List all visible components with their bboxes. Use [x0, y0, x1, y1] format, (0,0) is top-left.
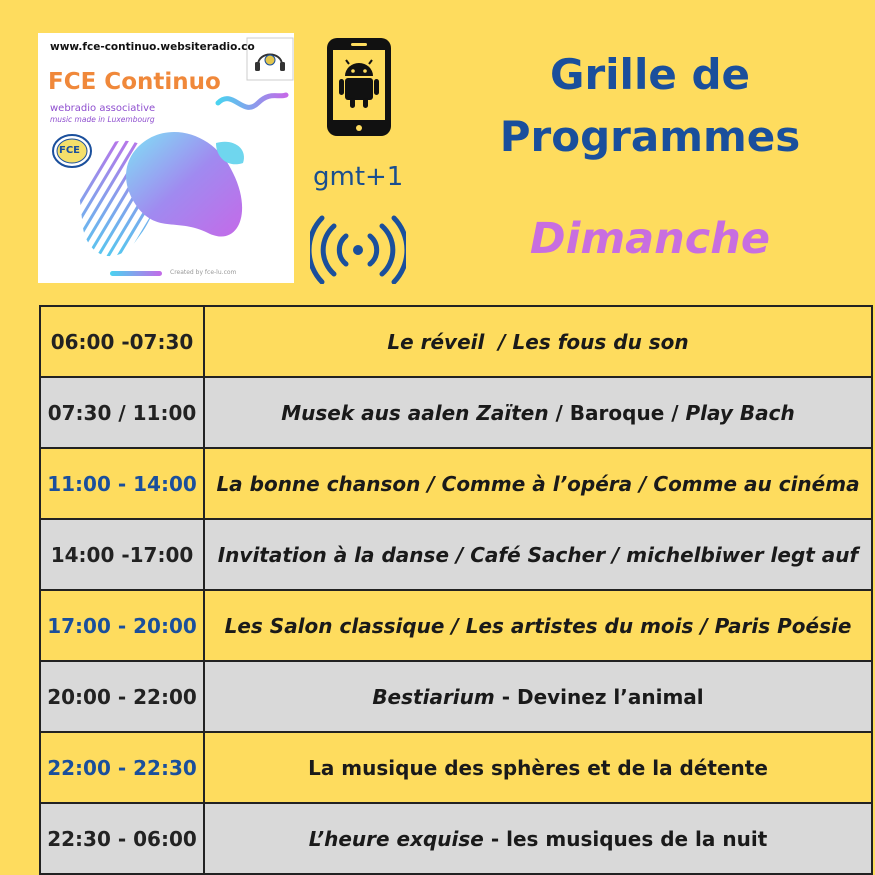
schedule-program [204, 377, 872, 448]
title-line-2: Programmes [499, 112, 801, 161]
day-label: Dimanche [529, 214, 771, 264]
title-line-1: Grille de [549, 50, 751, 99]
schedule-row [40, 803, 872, 874]
station-subtagline: music made in Luxembourg [50, 115, 155, 124]
program-title-part: Bestiarium [372, 684, 495, 709]
schedule-row [40, 732, 872, 803]
android-phone-icon [325, 36, 393, 138]
schedule-row [40, 448, 872, 519]
schedule-time: 17:00 - 20:00 [40, 590, 204, 661]
station-logo [38, 33, 294, 283]
broadcast-signal-icon [310, 214, 406, 284]
page-title [460, 44, 840, 168]
schedule-time: 11:00 - 14:00 [40, 448, 204, 519]
schedule-row [40, 590, 872, 661]
schedule-program [204, 732, 872, 803]
program-title-part: Le réveil / Les fous du son [387, 329, 689, 354]
schedule-time: 22:30 - 06:00 [40, 803, 204, 874]
schedule-table [39, 305, 873, 875]
program-title-part: Les Salon classique / Les artistes du mois / Paris Poésie [224, 613, 852, 638]
program-title-part: La bonne chanson / Comme à l’opéra / Comme au cinéma [216, 471, 860, 496]
program-title-part: Invitation à la danse / Café Sacher / michelbiwer legt auf [217, 542, 859, 567]
schedule-program [204, 803, 872, 874]
schedule-row [40, 306, 872, 377]
schedule-program [204, 590, 872, 661]
timezone-label: gmt+1 [313, 162, 404, 192]
schedule-program [204, 306, 872, 377]
program-title-part: Musek aus aalen Zaïten [281, 400, 549, 425]
schedule-body [40, 306, 872, 874]
logo-credit: Created by fce-lu.com [170, 269, 237, 276]
schedule-time: 22:00 - 22:30 [40, 732, 204, 803]
program-title-part: La musique des sphères et de la détente [308, 755, 768, 780]
station-url: www.fce-continuo.websiteradio.co [50, 41, 255, 53]
program-title-part: / Baroque / [548, 400, 686, 425]
program-title-part: - Devinez l’animal [494, 684, 704, 709]
schedule-program [204, 448, 872, 519]
schedule-time: 20:00 - 22:00 [40, 661, 204, 732]
schedule-row [40, 377, 872, 448]
schedule-row [40, 519, 872, 590]
schedule-time: 07:30 / 11:00 [40, 377, 204, 448]
schedule-program [204, 519, 872, 590]
station-name: FCE Continuo [48, 69, 221, 95]
program-title-part: Play Bach [685, 400, 795, 425]
schedule-time: 14:00 -17:00 [40, 519, 204, 590]
station-tagline: webradio associative [50, 103, 156, 114]
fce-badge-text: FCE [59, 145, 81, 156]
program-title-part: L’heure exquise [308, 826, 484, 851]
schedule-time: 06:00 -07:30 [40, 306, 204, 377]
program-title-part: - les musiques de la nuit [483, 826, 768, 851]
schedule-row [40, 661, 872, 732]
schedule-program [204, 661, 872, 732]
